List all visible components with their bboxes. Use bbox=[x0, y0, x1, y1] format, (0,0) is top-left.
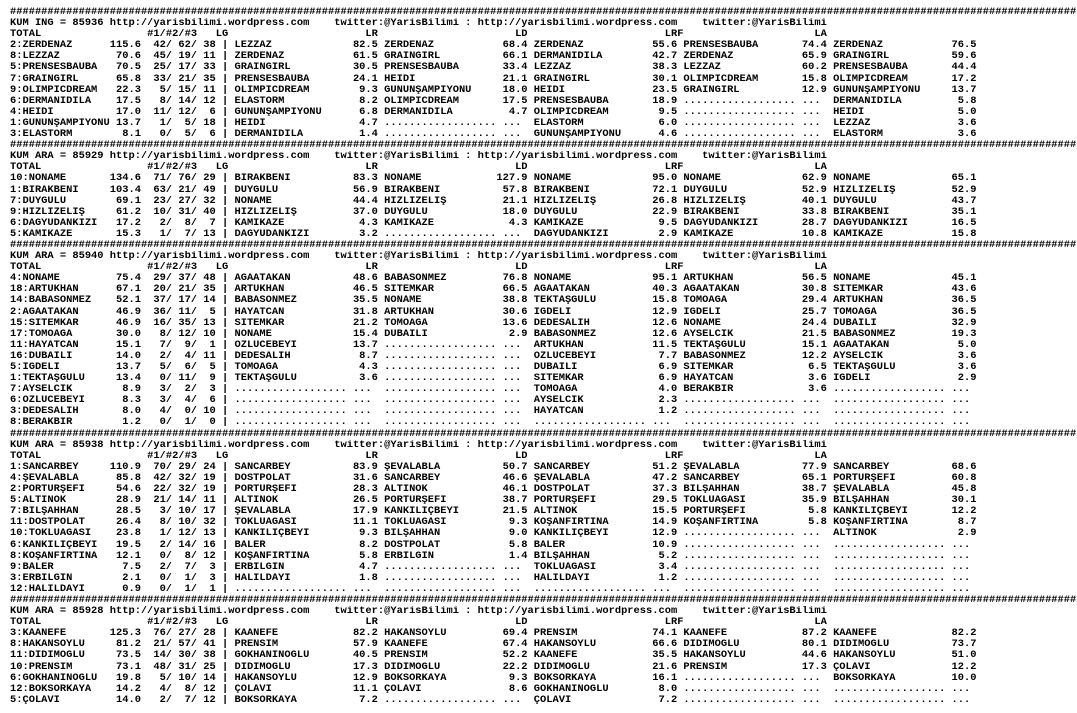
text-line: 5:PRENSESBAUBA 70.5 25/ 17/ 33 | GRAINGIRL 30.5 PRENSESBAUBA 33.4 LEZZAZ 38.3 LEZZAZ 60.2 PRENSESBAUBA 44.4 bbox=[10, 62, 977, 74]
text-line: 6:GÖKHANINOĞLU 19.8 5/ 10/ 14 | HAKANSOYLU 12.9 BOKSÖRKAYA 9.3 BOKSÖRKAYA 16.1 .................. ... BOKSÖRKAYA 10.0 bbox=[10, 672, 977, 684]
text-line: ########################################################################################################################################################################### bbox=[10, 7, 1077, 18]
text-line: 16:DUBAİLİ 14.0 2/ 4/ 11 | DEDESALİH 8.7 .................. ... ÖZLÜCEBEYİ 7.7 BABASÖNMEZ 12.2 AYSELCİK 3.6 bbox=[10, 350, 977, 362]
text-line: 3:ELASTORM 8.1 0/ 5/ 6 | DERMANIDILA 1.4 .................. ... GÜNÜNŞAMPİYONU 4.6 .................. ... ELASTORM 3.6 bbox=[10, 129, 977, 141]
text-line: 10:NONAME 134.6 71/ 76/ 29 | BIRAKBENİ 83.3 NONAME 127.9 NONAME 95.0 NONAME 62.9 NONAME 65.1 bbox=[10, 173, 977, 185]
text-line: 11:DOSTPOLAT 26.4 8/ 10/ 32 | TOKLUAĞASI 11.1 TOKLUAĞASI 9.3 KOŞANFIRTINA 14.9 KOŞANFIRTINA 5.8 KOŞANFIRTINA 8.7 bbox=[10, 517, 977, 529]
text-line: 11:HAYATCAN 15.1 7/ 9/ 1 | ÖZLÜCEBEYİ 13.7 .................. ... ARTUKHAN 11.5 TEKTAŞGÜLÜ 15.1 AĞAATAKAN 5.0 bbox=[10, 339, 977, 351]
text-line: 5:ÇOLAVI 14.0 2/ 7/ 12 | BOKSÖRKAYA 7.2 .................. ... ÇOLAVI 7.2 .................. ... .................. ... bbox=[10, 694, 971, 706]
text-line: 10:TOKLUAĞASI 23.8 1/ 12/ 13 | KANKILIÇBEYİ 9.3 BİLŞAHHAN 9.0 KANKILIÇBEYİ 12.9 .................. ... ALTINOK 2.9 bbox=[10, 528, 977, 540]
text-line: 14:BABASÖNMEZ 52.1 37/ 17/ 14 | BABASÖNMEZ 35.5 NONAME 38.8 TEKTAŞGÜLÜ 15.8 TOMOAĞA 29.4 ARTUKHAN 36.5 bbox=[10, 295, 977, 307]
text-line: 9:BALER 7.5 2/ 7/ 3 | ERBİLGİN 4.7 .................. ... TOKLUAĞASI 3.4 .................. ... .................. ... bbox=[10, 561, 971, 573]
text-line: 10:PRENSİM 73.1 48/ 31/ 25 | DİDİMOĞLU 17.3 DİDİMOĞLU 22.2 DİDİMOĞLU 21.6 PRENSİM 17.3 ÇOLAVI 12.2 bbox=[10, 661, 977, 673]
text-line: 1:BIRAKBENİ 103.4 63/ 21/ 49 | DUYGULU 56.9 BIRAKBENİ 57.8 BIRAKBENİ 72.1 DUYGULU 52.9 HIZLIZELİŞ 52.9 bbox=[10, 184, 977, 196]
text-line: ########################################################################################################################################################################### bbox=[10, 428, 1077, 440]
text-line: 6:DAĞYUDANKIZI 17.2 2/ 8/ 7 | KAMIKAZE 4.3 KAMIKAZE 4.3 KAMIKAZE 9.5 DAĞYUDANKIZI 28.7 DAĞYUDANKIZI 16.5 bbox=[10, 217, 977, 229]
text-line: 5:İĞDELİ 13.7 5/ 6/ 5 | TOMOAĞA 4.3 .................. ... DUBAİLİ 6.9 SİTEMKAR 6.5 TEKTAŞGÜLÜ 3.6 bbox=[10, 362, 977, 373]
text-line: 8:HAKANSOYLU 81.2 21/ 57/ 41 | PRENSİM 57.9 KAANEFE 67.4 HAKANSOYLU 66.6 DİDİMOĞLU 80.1 DİDİMOĞLU 73.7 bbox=[10, 639, 977, 651]
text-line: 4:ŞEVALABLA 85.8 42/ 32/ 19 | DOSTPOLAT 31.6 SANCARBEY 46.6 ŞEVALABLA 47.2 SANCARBEY 65.1 PORTÜRŞEFİ 60.8 bbox=[10, 472, 977, 484]
text-line: KUM ARA = 85928 http://yarisbilimi.wordpress.com twitter:@YarisBilimi : http://yarisbilimi.wordpress.com twitter:@YarisBilimi bbox=[10, 606, 827, 618]
text-line: 11:DİDİMOĞLU 73.5 14/ 30/ 38 | GÖKHANINOĞLU 40.5 PRENSİM 52.2 KAANEFE 35.5 HAKANSOYLU 44.6 HAKANSOYLU 51.0 bbox=[10, 650, 977, 662]
text-line: 5:ALTINOK 28.9 21/ 14/ 11 | ALTINOK 26.5 PORTÜRŞEFİ 38.7 PORTÜRŞEFİ 29.5 TOKLUAĞASI 35.9 BİLŞAHHAN 30.1 bbox=[10, 495, 977, 507]
text-line: ########################################################################################################################################################################### bbox=[10, 140, 1077, 152]
text-line: 8:LEZZAZ 70.6 45/ 19/ 11 | ZERDENAZ 61.5 GRAINGIRL 66.1 DERMANIDILA 42.7 ZERDENAZ 65.9 GRAINGIRL 59.6 bbox=[10, 51, 977, 63]
text-line: 3:ERBİLGİN 2.1 0/ 1/ 3 | HALILDAYI 1.8 .................. ... HALILDAYI 1.2 .................. ... .................. ... bbox=[10, 572, 971, 584]
text-line: 4:HEIDI 17.0 11/ 12/ 6 | GÜNÜNŞAMPİYONU 6.8 DERMANIDILA 4.7 OLIMPICDREAM 9.5 .................. ... HEIDI 5.0 bbox=[10, 106, 977, 118]
text-line: 7:GRAINGIRL 65.8 33/ 21/ 35 | PRENSESBAUBA 24.1 HEIDI 21.1 GRAINGIRL 30.1 OLIMPICDREAM 15.8 OLIMPICDREAM 17.2 bbox=[10, 73, 977, 85]
text-line: 1:GÜNÜNŞAMPİYONU 13.7 1/ 5/ 18 | HEIDI 4.7 .................. ... ELASTORM 6.0 .................. ... LEZZAZ 3.6 bbox=[10, 117, 977, 129]
text-line: TOTAL #1/#2/#3 LG LR LD LRF LA bbox=[10, 262, 827, 274]
text-line: ########################################################################################################################################################################### bbox=[10, 239, 1077, 251]
text-line: KUM ARA = 85940 http://yarisbilimi.wordpress.com twitter:@YarisBilimi : http://yarisbilimi.wordpress.com twitter:@YarisBilimi bbox=[10, 251, 827, 263]
text-line: 2:PORTÜRŞEFİ 54.6 22/ 32/ 19 | PORTÜRŞEFİ 28.3 ALTINOK 46.1 DOSTPOLAT 37.3 BİLŞAHHAN 38.7 ŞEVALABLA 45.8 bbox=[10, 484, 977, 496]
text-line: 7:DUYGULU 69.1 23/ 27/ 32 | NONAME 44.4 HIZLIZELİŞ 21.1 HIZLIZELİŞ 26.8 HIZLIZELİŞ 40.1 DUYGULU 43.7 bbox=[10, 195, 977, 207]
text-line: ########################################################################################################################################################################### bbox=[10, 594, 1077, 606]
text-line: 8:KOŞANFIRTINA 12.1 0/ 8/ 12 | KOŞANFIRTINA 5.8 ERBİLGİN 1.4 BİLŞAHHAN 5.2 .................. ... .................. ... bbox=[10, 550, 971, 562]
text-line: 3:DEDESALİH 8.0 4/ 0/ 10 | .................. ... .................. ... HAYATCAN 1.2 .................. ... .................. ... bbox=[10, 406, 971, 418]
text-line: 17:TOMOAĞA 30.0 8/ 12/ 10 | NONAME 15.4 DUBAİLİ 2.9 BABASÖNMEZ 12.6 AYSELCİK 21.5 BABASÖNMEZ 19.3 bbox=[10, 328, 977, 340]
text-line: 12:HALILDAYI 0.9 0/ 1/ 1 | .................. ... .................. ... .................. ... .................. ... .................. ... bbox=[10, 583, 971, 595]
text-line: 4:NONAME 75.4 29/ 37/ 48 | AĞAATAKAN 48.6 BABASÖNMEZ 76.8 NONAME 95.1 ARTUKHAN 56.5 NONAME 45.1 bbox=[10, 273, 977, 285]
text-line: 6:DERMANIDILA 17.5 8/ 14/ 12 | ELASTORM 8.2 OLIMPICDREAM 17.5 PRENSESBAUBA 18.9 .................. ... DERMANIDILA 5.8 bbox=[10, 95, 977, 107]
text-line: 9:OLIMPICDREAM 22.3 5/ 15/ 11 | OLIMPICDREAM 9.3 GÜNÜNŞAMPİYONU 18.0 HEIDI 23.5 GRAINGIRL 12.9 GÜNÜNŞAMPİYONU 13.7 bbox=[10, 84, 977, 96]
text-line: TOTAL #1/#2/#3 LG LR LD LRF LA bbox=[10, 29, 827, 41]
text-line: KUM ING = 85936 http://yarisbilimi.wordpress.com twitter:@YarisBilimi : http://yarisbilimi.wordpress.com twitter:@YarisBilimi bbox=[10, 18, 827, 30]
text-line: TOTAL #1/#2/#3 LG LR LD LRF LA bbox=[10, 617, 827, 629]
text-line: 2:AĞAATAKAN 46.9 36/ 11/ 5 | HAYATCAN 31.8 ARTUKHAN 30.6 İĞDELİ 12.9 İĞDELİ 25.7 TOMOAĞA 36.5 bbox=[10, 306, 977, 318]
text-line: 7:BİLŞAHHAN 28.5 3/ 10/ 17 | ŞEVALABLA 17.9 KANKILIÇBEYİ 21.5 ALTINOK 15.5 PORTÜRŞEFİ 5.8 KANKILIÇBEYİ 12.2 bbox=[10, 506, 977, 518]
text-line: 2:ZERDENAZ 115.6 42/ 62/ 38 | LEZZAZ 82.5 ZERDENAZ 68.4 ZERDENAZ 55.6 PRENSESBAUBA 74.4 ZERDENAZ 76.5 bbox=[10, 40, 977, 52]
text-line: 15:SİTEMKAR 46.9 16/ 35/ 13 | SİTEMKAR 21.2 TOMOAĞA 13.6 DEDESALİH 12.6 NONAME 24.4 DUBAİLİ 32.9 bbox=[10, 317, 977, 329]
text-line: 1:TEKTAŞGÜLÜ 13.4 0/ 11/ 9 | TEKTAŞGÜLÜ 3.6 .................. ... SİTEMKAR 6.9 HAYATCAN 3.6 İĞDELİ 2.9 bbox=[10, 373, 977, 385]
text-line: 8:BERAKBIR 1.2 0/ 1/ 0 | .................. ... .................. ... .................. ... .................. ... .................. ... bbox=[10, 417, 971, 429]
text-line: TOTAL #1/#2/#3 LG LR LD LRF LA bbox=[10, 450, 827, 462]
text-line: 3:KAANEFE 125.3 76/ 27/ 28 | KAANEFE 82.2 HAKANSOYLU 69.4 PRENSİM 74.1 KAANEFE 87.2 KAANEFE 82.2 bbox=[10, 628, 977, 640]
text-line: 6:KANKILIÇBEYİ 19.5 2/ 14/ 16 | BALER 8.2 DOSTPOLAT 5.8 BALER 10.9 .................. ... .................. ... bbox=[10, 539, 971, 551]
text-line: 5:KAMIKAZE 15.3 1/ 7/ 13 | DAĞYUDANKIZI 3.2 .................. ... DAĞYUDANKIZI 2.9 KAMIKAZE 10.8 KAMIKAZE 15.8 bbox=[10, 228, 977, 240]
text-line: KUM ARA = 85929 http://yarisbilimi.wordpress.com twitter:@YarisBilimi : http://yarisbilimi.wordpress.com twitter:@YarisBilimi bbox=[10, 151, 827, 163]
text-line: TOTAL #1/#2/#3 LG LR LD LRF LA bbox=[10, 162, 827, 174]
text-line: 7:AYSELCİK 8.9 3/ 2/ 3 | .................. ... .................. ... TOMOAĞA 4.0 BERAKBIR 3.6 .................. ... bbox=[10, 384, 971, 396]
text-line: KUM ARA = 85938 http://yarisbilimi.wordpress.com twitter:@YarisBilimi : http://yarisbilimi.wordpress.com twitter:@YarisBilimi bbox=[10, 439, 827, 451]
text-line: 12:BOKSÖRKAYA 14.2 4/ 8/ 12 | ÇOLAVI 11.1 ÇOLAVI 8.6 GÖKHANINOĞLU 8.0 .................. ... .................. ... bbox=[10, 683, 971, 695]
text-line: 1:SANCARBEY 110.9 70/ 29/ 24 | SANCARBEY 83.9 ŞEVALABLA 50.7 SANCARBEY 51.2 ŞEVALABLA 77.9 SANCARBEY 68.6 bbox=[10, 461, 977, 473]
text-line: 6:ÖZLÜCEBEYİ 8.3 3/ 4/ 6 | .................. ... .................. ... AYSELCİK 2.3 .................. ... .................. ... bbox=[10, 395, 971, 407]
text-line: 18:ARTUKHAN 67.1 20/ 21/ 35 | ARTUKHAN 46.5 SİTEMKAR 66.5 AĞAATAKAN 40.3 AĞAATAKAN 30.8 SİTEMKAR 43.6 bbox=[10, 284, 977, 296]
race-stats-document bbox=[10, 7, 1076, 706]
text-line: 9:HIZLIZELİŞ 61.2 10/ 31/ 40 | HIZLIZELİŞ 37.0 DUYGULU 18.0 DUYGULU 22.9 BIRAKBENİ 33.8 BIRAKBENİ 35.1 bbox=[10, 206, 977, 218]
